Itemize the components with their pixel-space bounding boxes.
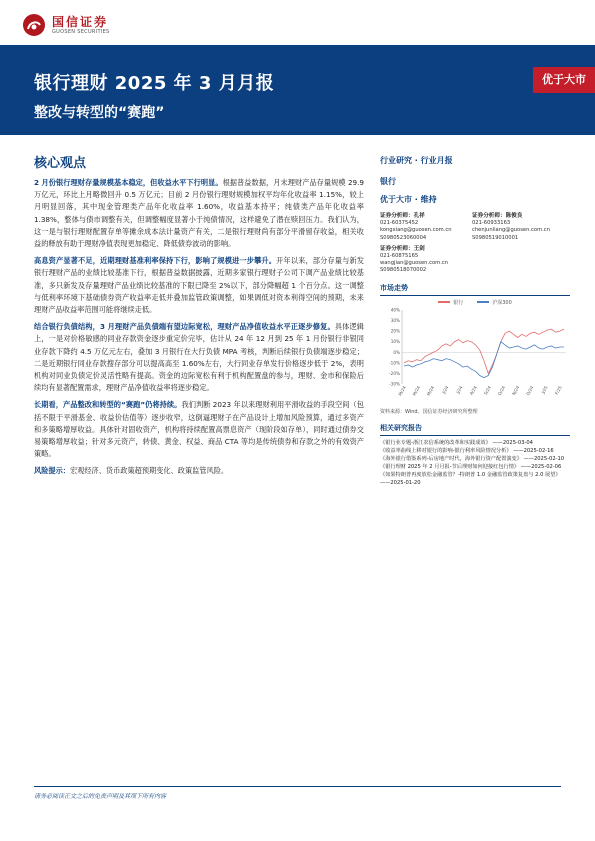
core-view-title: 核心观点 — [34, 156, 87, 171]
analyst-name: 证券分析师：王剑 — [380, 245, 425, 252]
title-banner — [0, 45, 595, 135]
series-line-0 — [404, 329, 564, 373]
guosen-logo-icon — [22, 13, 46, 37]
market-trend-title: 市场走势 — [380, 283, 570, 296]
analyst-email[interactable]: wangjian@guosen.com.cn — [380, 260, 448, 267]
x-tick-label: J/25 — [540, 384, 549, 395]
analyst-card — [472, 213, 570, 242]
related-report-item[interactable]: 《银行理财 2025 年 2 月月报-节后理财如何迎接红包行情》 ——2025-02-06 — [380, 464, 562, 471]
y-tick-label: 30% — [390, 317, 400, 323]
y-tick-label: -30% — [389, 381, 400, 387]
paragraph-body: 根据普益数据，月末理财产品存量规模 29.9 万亿元，环比上月略微回升 0.5 万亿元；目前 2 月份银行理财规模加权平均年化收益率 1.15%，较上月明显回落，其中现金管理类产品年化收益率 1.60%，收益基本持平；纯债类产品年化收益率 1.38%，整体与债市调整有关，但调整幅度显著小于纯债情况，这样避免了潜在赎回压力。我们认为，这一是与银行理财配置存单等摊余成本法计量资产有关，二是银行理财尚有部分平滑留存收益，相关收益的释放有助于理财净值表现更加稳定、降低债券波动的影响。 — [34, 178, 364, 249]
analyst-name: 证券分析师：孔祥 — [380, 213, 425, 219]
analyst-phone: 021-60875165 — [380, 253, 419, 260]
footer-disclaimer: 请务必阅读正文之后的免责声明及其项下所有内容 — [34, 793, 167, 800]
paragraph-body: 开年以来，部分存量与新发银行理财产品的业绩比较基准下行，根据普益数据披露，近期多家银行理财子公司下调产品业绩比较基准，多只新发及存量理财产品业绩比较基准的下限已降至 2%以下，部分降幅超 1 个百分点。这一调整与低利率环境下基础债券资产收益率走低并叠加监管政策调整，如果调低对资本利得空间的预期，未来理财产品收益率范围可能将继续走低。 — [34, 256, 364, 315]
rating-badge: 优于大市 — [533, 67, 595, 93]
related-report-item[interactable]: 《海外银行借鉴系列-后房地产时代，海外银行资产配置演变》 ——2025-02-10 — [380, 456, 565, 463]
industry-label: 行业研究 · 行业月报 — [380, 156, 453, 165]
related-report-item[interactable]: 《银行业专题-浙江农信系统的改革和实践成效》 ——2025-03-04 — [380, 439, 533, 446]
legend-label: 银行 — [453, 299, 464, 306]
related-report-list — [380, 440, 570, 487]
sidebar — [380, 152, 570, 488]
legend-swatch — [438, 301, 450, 303]
analyst-phone: 021-60375452 — [380, 220, 419, 227]
analyst-card — [380, 246, 472, 275]
brand-name-cn: 国信证券 — [52, 14, 109, 29]
analyst-license: S0980518070002 — [380, 267, 427, 274]
paragraph-body: 我们判断 2023 年以来理财利用平滑收益的手段空间（包括不限于平滑基金、收益价估值等）逐步收窄，这倒逼理财子在产品设计上增加风险预算，通过多资产和多策略增厚收益。具体针对固收资产，机构将持续配置高票息资产（现阶段如存单），同时通过债券交易策略增厚收益；针对多元资产，转债、黄金、权益、商品 CTA 等均是传统债券和存款之外的有效资产策略。 — [34, 400, 364, 459]
related-reports-title: 相关研究报告 — [380, 423, 570, 436]
paragraph-lead: 长期看，产品整改和转型的“赛跑”仍将持续。 — [34, 400, 182, 410]
x-tick-label: J/24 — [441, 384, 450, 395]
x-tick-label: M/24 — [411, 384, 422, 397]
core-paragraph — [34, 399, 364, 460]
legend-item-hs300 — [477, 299, 512, 306]
report-subtitle: 整改与转型的“赛跑” — [34, 105, 165, 121]
paragraph-lead: 2 月份银行理财存量规模基本稳定，但收益水平下行明显。 — [34, 178, 223, 187]
y-tick-label: 40% — [390, 307, 400, 313]
y-tick-label: -20% — [389, 370, 400, 376]
paragraph-body: 宏观经济、货币政策超预期变化、政策监管风险。 — [69, 466, 229, 476]
related-report-item[interactable]: 《如果特朗普再度放松金融监管？-特朗普 1.0 金融监管政策复盘与 2.0 展望》 ——2025-01-20 — [380, 472, 561, 486]
x-tick-label: N/24 — [511, 384, 521, 396]
analyst-card — [380, 213, 472, 242]
analyst-license: S0980519010001 — [472, 234, 519, 241]
paragraph-lead: 高息资产显著不足，近期理财基准利率保持下行，影响了规模进一步攀升。 — [34, 256, 277, 266]
core-paragraph — [34, 465, 364, 477]
analyst-email[interactable]: kongxiang@guosen.com.cn — [380, 227, 452, 234]
analyst-list — [380, 213, 570, 275]
y-tick-label: 20% — [390, 328, 400, 334]
core-paragraph — [34, 255, 364, 316]
legend-swatch — [477, 301, 489, 303]
brand-name-en: GUOSEN SECURITIES — [52, 28, 110, 35]
chart-legend — [380, 299, 570, 306]
market-trend-chart — [380, 306, 570, 406]
related-report-item[interactable]: 《收益率曲线上移对银行的影响-银行利率风险情况分析》 ——2025-02-16 — [380, 447, 554, 454]
paragraph-lead: 风险提示： — [34, 466, 70, 476]
report-title: 银行理财 2025 年 3 月月报 — [34, 73, 275, 94]
x-tick-label: J/24 — [455, 384, 464, 395]
sector-label: 银行 — [380, 177, 396, 186]
y-tick-label: 0% — [393, 349, 400, 355]
x-tick-label: O/24 — [496, 384, 507, 396]
y-tick-label: -10% — [389, 359, 400, 365]
x-tick-label: F/25 — [553, 384, 563, 396]
core-paragraph — [34, 177, 364, 250]
core-view-section — [34, 152, 364, 483]
core-paragraph — [34, 321, 364, 394]
analyst-email[interactable]: chenjunliang@guosen.com.cn — [472, 227, 550, 234]
x-tick-label: M/24 — [425, 384, 436, 397]
x-tick-label: S/24 — [482, 384, 492, 396]
paragraph-body: 具体逻辑上，一是对价格敏感的同业存款资金逐步重定价完毕，估计从 24 年 12 月到 25 年 1 月份银行非银同业存款下降约 4.5 万亿元左右，叠加 3 月银行在大行负债 MPA 考核，判断后续银行负债端逐步稳定；二是近期银行同业存款搜存部分可以提高高至 1.60%左右，大行同业存单发行价格逐步低于 2%，表明机构对同业负债定价灵活性略有提高。资金的边际宽松有利于机构配置盘的参与，理财、金市和保险后续均有显著配置需求，理财产品净值收益率将逐步稳定。 — [34, 322, 364, 393]
paragraph-lead: 结合银行负债结构，3 月理财产品负债端有望边际宽松，理财产品净值收益水平正逐步修复。 — [34, 322, 335, 332]
legend-item-bank — [438, 299, 463, 306]
chart-source: 资料来源：Wind、国信证券经济研究所整理 — [380, 408, 478, 415]
x-tick-label: A/24 — [468, 384, 478, 396]
footer-divider — [34, 786, 561, 787]
investment-rating: 优于大市 · 维持 — [380, 195, 437, 204]
analyst-phone: 021-60933163 — [472, 220, 511, 227]
y-tick-label: 10% — [390, 338, 400, 344]
analyst-name: 证券分析师：陈俊良 — [472, 213, 523, 219]
x-tick-label: M/24 — [397, 384, 407, 397]
company-logo — [22, 13, 110, 37]
analyst-license: S0980523060004 — [380, 234, 427, 241]
x-tick-label: D/24 — [525, 384, 535, 396]
legend-label: 沪深300 — [492, 299, 512, 306]
